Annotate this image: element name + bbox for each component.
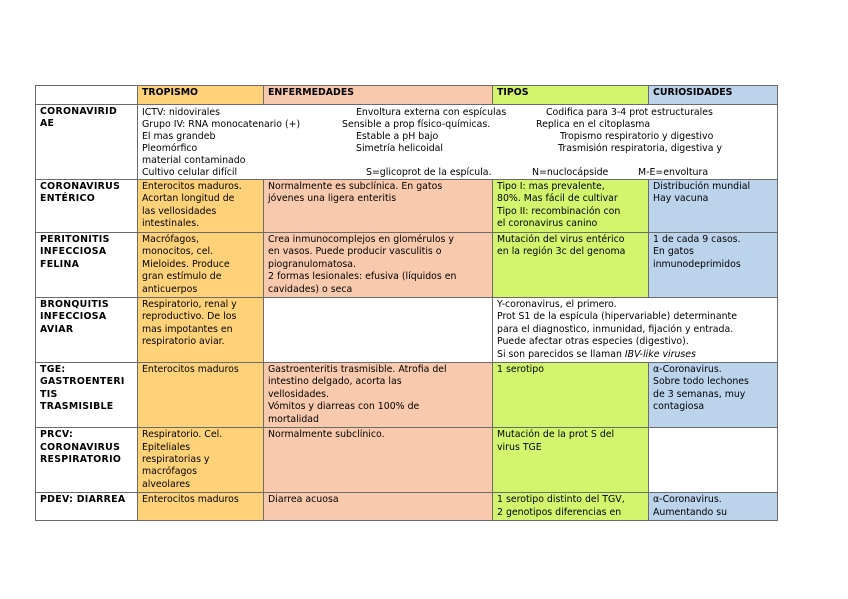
cell-line: el coronavirus canino [497,218,598,230]
row-label: TGE: GASTROENTERI TIS TRASMISIBLE [36,363,138,428]
cell-line: Hay vacuna [653,193,709,205]
cell-line: jóvenes una ligera enteritis [268,193,397,205]
row-label: PRCV: CORONAVIRUS RESPIRATORIO [36,428,138,493]
row-label: PERITONITIS INFECCIOSA FELINA [36,233,138,298]
info-text: Tropismo respiratorio y digestivo [560,131,714,142]
cell-line: Mieloides. Produce [142,258,230,270]
cell-line: Mutación de la prot S del [497,429,615,441]
cell-line: monocitos, cel. [142,246,214,258]
header-tipos: TIPOS [493,86,649,105]
cell-line: Enterocitos maduros. [142,181,242,192]
row-label: BRONQUITIS INFECCIOSA AVIAR [36,298,138,363]
row-label: CORONAVIRID AE [36,105,138,180]
cell-line: 1 de cada 9 casos. [653,234,741,245]
cell-line: Respiratorio. Cel. [142,429,223,441]
cell-line: mas impotantes en [142,323,233,335]
cell-line: respiratorio aviar. [142,336,225,348]
row-coronaviridae [36,105,778,180]
cell-tropismo [138,298,264,363]
cell-line: piogranulomatosa. [268,258,356,270]
cell-line: intestino delgado, acorta las [268,376,402,388]
cell-curiosidades [649,363,778,428]
row-prcv [36,428,778,493]
cell-tipos [493,233,649,298]
cell-line: 2 formas lesionales: efusiva (líquidos en [268,271,457,283]
cell-line: Normalmente subclínico. [268,429,385,441]
cell-line: Tipo II: recombinación con [497,205,621,217]
cell-line: Distribución mundial [653,181,751,192]
cell-line: virus TGE [497,441,542,453]
cell-line: alveolares [142,478,191,490]
cell-tropismo [138,493,264,521]
cell-line: gran estímulo de [142,271,222,283]
cell-enfermedades [264,493,493,521]
info-text: Envoltura externa con espículas [356,107,507,118]
cell-line: vellosidades. [268,388,330,400]
cell-line: Sobre todo lechones [653,376,749,388]
cell-enfermedades [264,233,493,298]
info-text: Trasmisión respiratoria, digestiva y [558,143,723,154]
cell-enfermedades [264,428,493,493]
cell-curiosidades [649,180,778,233]
info-text: Codifica para 3-4 prot estructurales [546,107,713,118]
row-pdev [36,493,778,521]
cell-line: macrófagos [142,466,198,478]
info-text: Grupo IV: RNA monocatenario (+) [142,119,301,130]
info-text: S=glicoprot de la espícula. [366,167,492,178]
cell-line: reproductivo. De los [142,311,237,323]
row-label: PDEV: DIARREA [36,493,138,521]
cell-line: mortalidad [268,413,319,425]
cell-tipos [493,428,649,493]
cell-line: α-Coronavirus. [653,364,722,376]
info-text: Simetría helicoidal [356,143,444,154]
cell-line: Y-coronavirus, el primero. [497,299,617,311]
row-label: CORONAVIRUS ENTÉRICO [36,180,138,233]
info-text: Estable a pH bajo [356,131,439,142]
cell-tipos-curiosidades [493,298,778,363]
header-row [36,86,778,105]
cell-line: 1 serotipo distinto del TGV, [497,494,625,506]
info-text: ICTV: nidovirales [142,107,221,118]
cell-curiosidades [649,428,778,493]
cell-tropismo [138,233,264,298]
cell-curiosidades [649,493,778,521]
cell-tropismo [138,180,264,233]
cell-line: Acortan longitud de [142,193,235,205]
cell-line: Respiratorio, renal y [142,299,237,311]
cell-tropismo [138,363,264,428]
cell-line: inmunodeprimidos [653,258,741,270]
cell-line: en vasos. Puede producir vasculitis o [268,246,442,258]
cell-line: 2 genotipos diferencias en [497,506,622,518]
info-text: El mas grandeb [142,131,216,142]
header-curiosidades: CURIOSIDADES [649,86,778,105]
cell-curiosidades [649,233,778,298]
cell-enfermedades [264,363,493,428]
cell-line: en la región 3c del genoma [497,246,626,258]
cell-line: Enterocitos maduros [142,494,239,506]
cell-line: Normalmente es subclínica. En gatos [268,181,443,192]
cell-enfermedades [264,180,493,233]
info-text: Pleomórfico [142,143,198,154]
header-empty [36,86,138,105]
cell-line: de 3 semanas, muy [653,388,746,400]
cell-text-italic: IBV-like viruses [624,348,696,360]
row-coronavirus-enterico [36,180,778,233]
cell-tipos [493,363,649,428]
header-enfermedades: ENFERMEDADES [264,86,493,105]
info-text: Replica en el citoplasma [536,119,651,130]
cell-line: Macrófagos, [142,234,199,245]
cell-line: Prot S1 de la espícula (hipervariable) determinante [497,311,737,323]
cell-line: cavidades) o seca [268,283,353,295]
coronaviridae-info [138,105,778,180]
cell-tropismo [138,428,264,493]
cell-line: Mutación del virus entérico [497,234,625,245]
cell-line: Gastroenteritis trasmisible. Atrofia del [268,364,447,376]
info-text: Cultivo celular difícil [142,167,238,178]
cell-text: Si son parecidos se llaman [497,348,625,360]
cell-line: para el diagnostico, inmunidad, fijación y entrada. [497,323,734,335]
cell-line: Crea inmunocomplejos en glomérulos y [268,234,454,245]
cell-line [497,349,773,361]
row-tge [36,363,778,428]
cell-line: Enterocitos maduros [142,364,239,376]
cell-line: Tipo I: mas prevalente, [497,181,605,192]
cell-line: intestinales. [142,218,200,230]
info-text: M-E=envoltura [638,167,709,178]
cell-line: 1 serotipo [497,364,544,376]
virus-table [35,85,778,521]
cell-line: respiratorias y [142,453,210,465]
cell-line: anticuerpos [142,283,198,295]
cell-line: Aumentando su [653,506,728,518]
header-tropismo: TROPISMO [138,86,264,105]
cell-line: 80%. Mas fácil de cultivar [497,193,618,205]
info-text: material contaminado [142,155,246,166]
cell-line: α-Coronavirus. [653,494,722,506]
row-peritonitis-infecciosa-felina [36,233,778,298]
cell-line: Diarrea acuosa [268,494,339,506]
cell-line: Puede afectar otras especies (digestivo). [497,336,689,348]
cell-line: las vellosidades [142,205,217,217]
info-text: Sensible a prop físico-químicas. [342,119,491,130]
cell-tipos [493,493,649,521]
cell-line: contagiosa [653,401,705,413]
info-text: N=nuclocápside [532,167,609,178]
cell-line: En gatos [653,246,694,258]
cell-tipos [493,180,649,233]
row-bronquitis-infecciosa-aviar [36,298,778,363]
cell-line: Vómitos y diarreas con 100% de [268,401,420,413]
cell-enfermedades [264,298,493,363]
cell-line: Epiteliales [142,441,191,453]
